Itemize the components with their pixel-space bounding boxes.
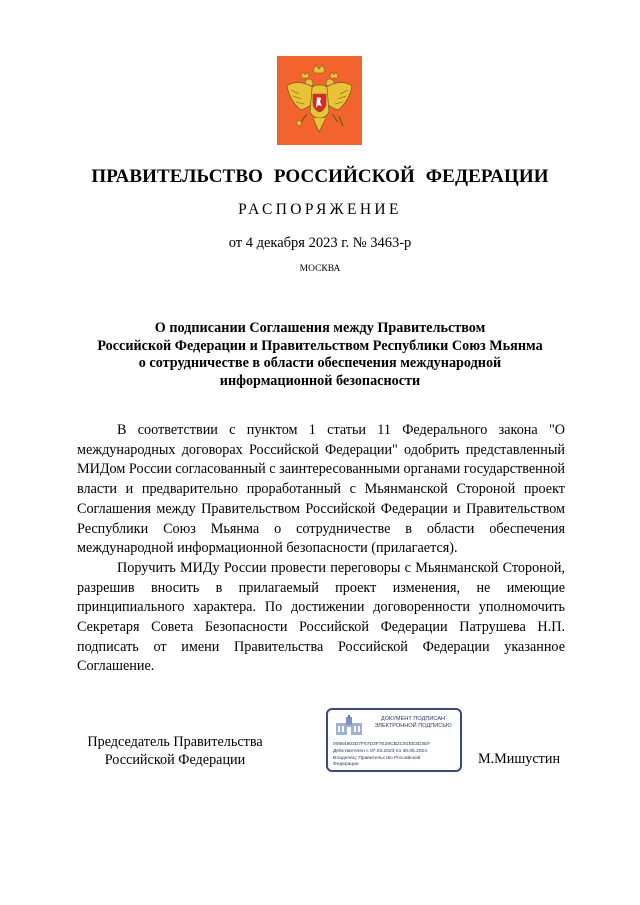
signatory-position-line: Председатель Правительства [87,734,263,750]
subject-line: информационной безопасности [219,372,421,389]
stamp-heading [366,716,460,730]
stamp-serial: 00654903D7F67D3F7E29CB2C91EE3D3EF [333,742,431,747]
subject-line: Российской Федерации и Правительством Республики Союз Мьянма [97,337,543,354]
document-subject [70,320,570,390]
signatory-position-line: Российской Федерации [104,752,246,768]
subject-line: О подписании Соглашения между Правительством [154,320,486,336]
body-paragraph: Поручить МИДу России провести переговоры с Мьянманской Стороной, разрешив вносить в прилагаемый проект изменения, не имеющие принципиального характера. По достижении договоренности уполномочить Секретаря Совета Безопасности Российской Федерации Патрушева Н.П. подписать от имени Правительства Российской Федерации указанное Соглашение. [77,559,565,675]
stamp-owner: Федерации [333,762,359,767]
subject-line: о сотрудничестве в области обеспечения международной [138,355,502,371]
government-building-icon [334,715,364,737]
stamp-validity: Действителен с 07.03.2023 по 30.05.2024 [333,749,427,754]
body-paragraph: В соответствии с пунктом 1 статьи 11 Федерального закона "О международных договорах Российской Федерации" одобрить представленный МИДом России согласованный с заинтересованными органами государственной власти и предварительно проработанный с Мьянманской Стороной проект Соглашения между Правительством Российской Федерации и Правительством Республики Союз Мьянма о сотрудничестве в области обеспечения международной информационной безопасности (прилагается). [77,422,565,557]
document-city: МОСКВА [299,264,341,274]
electronic-signature-stamp [326,708,462,772]
document-body [77,421,565,677]
stamp-heading-line: ЭЛЕКТРОННОЙ ПОДПИСЬЮ [374,723,452,729]
signatory-position [80,733,270,769]
document-date-number: от 4 декабря 2023 г. № 3463-р [228,235,412,251]
signatory-name: М.Мишустин [478,751,561,767]
stamp-heading-line: ДОКУМЕНТ ПОДПИСАН [380,716,446,722]
stamp-owner: Владелец: Правительство Российской [333,756,421,761]
coat-of-arms-icon [277,56,362,145]
document-type: РАСПОРЯЖЕНИЕ [238,201,402,218]
government-title: ПРАВИТЕЛЬСТВО РОССИЙСКОЙ ФЕДЕРАЦИИ [91,166,549,187]
